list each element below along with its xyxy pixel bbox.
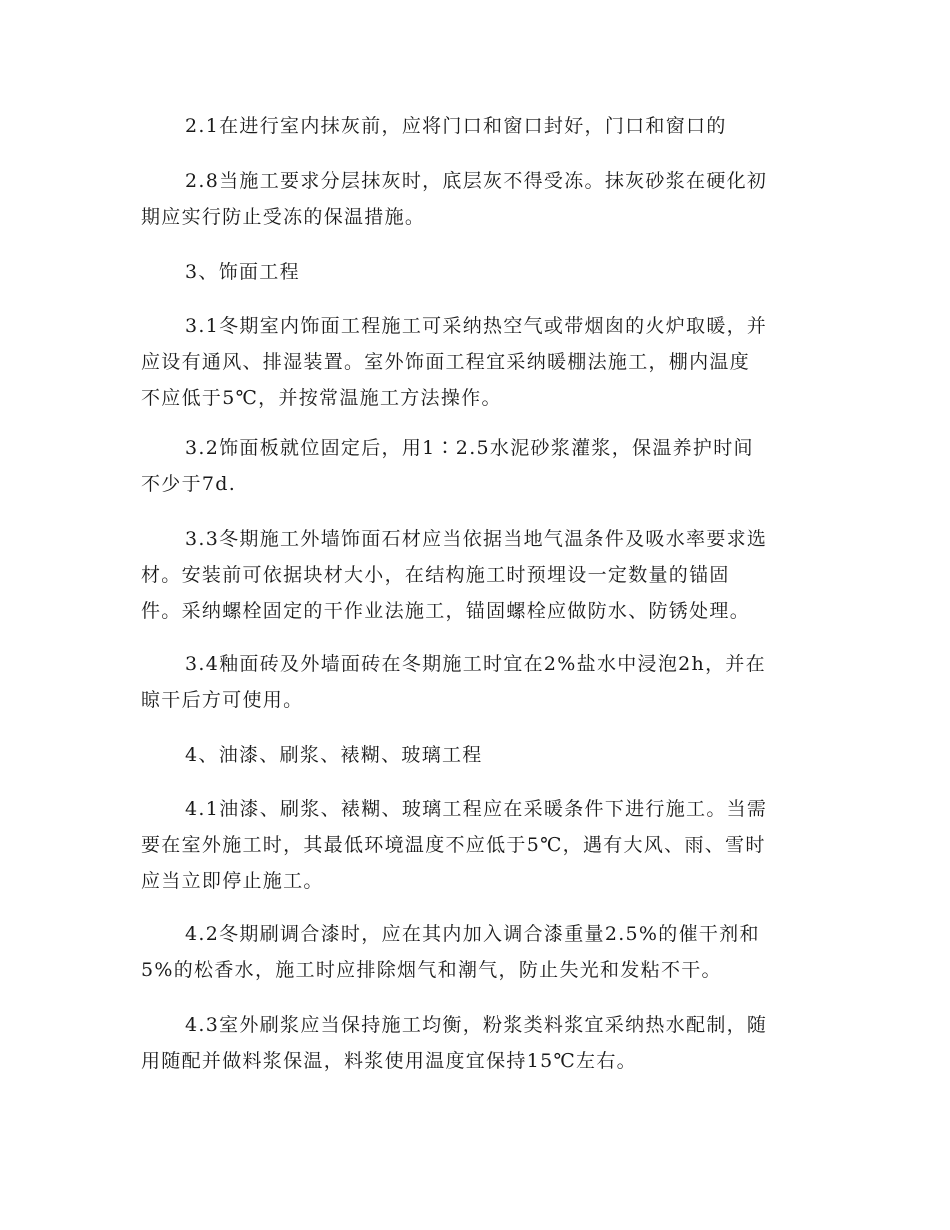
paragraph-4-1 xyxy=(141,791,813,899)
text-line: 4.2冬期刷调合漆时，应在其内加入调合漆重量2.5%的催干剂和 xyxy=(185,923,760,945)
text-line: 3.4釉面砖及外墙面砖在冬期施工时宜在2%盐水中浸泡2h，并在 xyxy=(185,653,766,675)
text-line: 用随配并做料浆保温，料浆使用温度宜保持15℃左右。 xyxy=(141,1050,637,1072)
text-line: 应当立即停止施工。 xyxy=(141,870,324,892)
paragraph-2-8 xyxy=(141,163,813,235)
text-line: 2.1在进行室内抹灰前，应将门口和窗口封好，门口和窗口的 xyxy=(185,115,727,137)
text-line: 应设有通风、排湿装置。室外饰面工程宜采纳暖棚法施工，棚内温度 xyxy=(141,351,751,373)
paragraph-2-1 xyxy=(141,108,813,144)
paragraph-3-4 xyxy=(141,646,813,718)
text-line: 件。采纳螺栓固定的干作业法施工，锚固螺栓应做防水、防锈处理。 xyxy=(141,600,751,622)
paragraph-4-3 xyxy=(141,1007,813,1079)
heading-text: 4、油漆、刷浆、裱糊、玻璃工程 xyxy=(185,744,483,766)
text-line: 不应低于5℃，并按常温施工方法操作。 xyxy=(141,387,502,409)
text-line: 2.8当施工要求分层抹灰时，底层灰不得受冻。抹灰砂浆在硬化初 xyxy=(185,170,768,192)
text-line: 4.3室外刷浆应当保持施工均衡，粉浆类料浆宜采纳热水配制，随 xyxy=(185,1014,768,1036)
text-line: 5%的松香水，施工时应排除烟气和潮气，防止失光和发粘不干。 xyxy=(141,959,722,981)
text-line: 要在室外施工时，其最低环境温度不应低于5℃，遇有大风、雨、雪时 xyxy=(141,834,766,856)
text-line: 3.1冬期室内饰面工程施工可采纳热空气或带烟囱的火炉取暖，并 xyxy=(185,315,768,337)
paragraph-3-3 xyxy=(141,521,813,629)
text-line: 3.2饰面板就位固定后，用1∶2.5水泥砂浆灌浆，保温养护时间 xyxy=(185,437,754,459)
text-line: 3.3冬期施工外墙饰面石材应当依据当地气温条件及吸水率要求选 xyxy=(185,528,768,550)
paragraph-3-1 xyxy=(141,308,813,416)
paragraph-4-2 xyxy=(141,916,813,988)
text-line: 期应实行防止受冻的保温措施。 xyxy=(141,206,426,228)
text-line: 不少于7d. xyxy=(141,473,237,495)
text-line: 材。安装前可依据块材大小，在结构施工时预埋设一定数量的锚固 xyxy=(141,564,730,586)
text-line: 晾干后方可使用。 xyxy=(141,689,304,711)
text-line: 4.1油漆、刷浆、裱糊、玻璃工程应在采暖条件下进行施工。当需 xyxy=(185,798,768,820)
section-heading-4 xyxy=(141,737,813,773)
paragraph-3-2 xyxy=(141,430,813,502)
section-heading-3 xyxy=(141,254,813,290)
heading-text: 3、饰面工程 xyxy=(185,261,300,283)
